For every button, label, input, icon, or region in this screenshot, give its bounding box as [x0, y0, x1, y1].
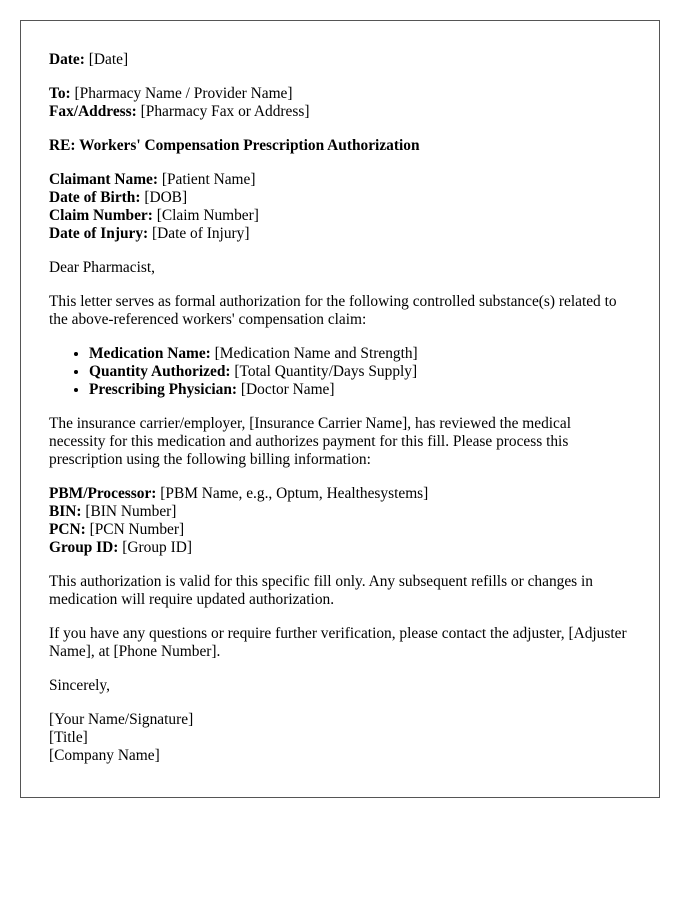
claim-number-value: [Claim Number] [156, 207, 259, 224]
pcn-line [49, 521, 631, 539]
quantity-authorized-label: Quantity Authorized: [89, 363, 231, 380]
prescribing-physician-label: Prescribing Physician: [89, 381, 238, 398]
date-of-birth-label: Date of Birth: [49, 189, 141, 206]
claimant-block [49, 171, 631, 243]
fax-address-label: Fax/Address: [49, 103, 137, 120]
medication-list [49, 345, 631, 399]
to-value: [Pharmacy Name / Provider Name] [74, 85, 293, 102]
signature-block [49, 711, 631, 765]
medication-name-label: Medication Name: [89, 345, 211, 362]
recipient-block [49, 85, 631, 121]
authorization-letter [20, 20, 660, 798]
list-item [89, 363, 631, 381]
date-of-injury-line [49, 225, 631, 243]
subject-text: RE: Workers' Compensation Prescription Authorization [49, 137, 420, 154]
closing: Sincerely, [49, 677, 110, 694]
validity-paragraph: This authorization is valid for this specific fill only. Any subsequent refills or changes in medication will require updated authorization. [49, 573, 593, 608]
pbm-processor-line [49, 485, 631, 503]
list-item [89, 345, 631, 363]
date-of-injury-value: [Date of Injury] [152, 225, 250, 242]
bin-label: BIN: [49, 503, 82, 520]
date-of-birth-line [49, 189, 631, 207]
pbm-processor-label: PBM/Processor: [49, 485, 157, 502]
date-of-birth-value: [DOB] [144, 189, 188, 206]
claimant-name-value: [Patient Name] [161, 171, 256, 188]
signature-title: [Title] [49, 729, 88, 746]
date-line [49, 51, 631, 69]
bin-value: [BIN Number] [85, 503, 177, 520]
billing-block [49, 485, 631, 557]
pcn-value: [PCN Number] [89, 521, 185, 538]
fax-address-line [49, 103, 631, 121]
claimant-name-label: Claimant Name: [49, 171, 158, 188]
group-id-line [49, 539, 631, 557]
quantity-authorized-value: [Total Quantity/Days Supply] [234, 363, 418, 380]
bin-line [49, 503, 631, 521]
group-id-label: Group ID: [49, 539, 119, 556]
to-line [49, 85, 631, 103]
salutation: Dear Pharmacist, [49, 259, 155, 276]
prescribing-physician-value: [Doctor Name] [240, 381, 335, 398]
subject-line [49, 137, 631, 155]
date-of-injury-label: Date of Injury: [49, 225, 149, 242]
claim-number-line [49, 207, 631, 225]
to-label: To: [49, 85, 71, 102]
medication-name-value: [Medication Name and Strength] [214, 345, 418, 362]
date-label: Date: [49, 51, 85, 68]
date-value: [Date] [88, 51, 129, 68]
signature-company: [Company Name] [49, 747, 160, 764]
group-id-value: [Group ID] [122, 539, 192, 556]
pcn-label: PCN: [49, 521, 86, 538]
fax-address-value: [Pharmacy Fax or Address] [140, 103, 310, 120]
list-item [89, 381, 631, 399]
contact-paragraph: If you have any questions or require further verification, please contact the adjuster, [Adjuster Name], at [Phone Number]. [49, 625, 627, 660]
intro-paragraph: This letter serves as formal authorization for the following controlled substance(s) related to the above-referenced workers' compensation claim: [49, 293, 617, 328]
pbm-processor-value: [PBM Name, e.g., Optum, Healthesystems] [160, 485, 429, 502]
claimant-name-line [49, 171, 631, 189]
claim-number-label: Claim Number: [49, 207, 153, 224]
carrier-paragraph: The insurance carrier/employer, [Insurance Carrier Name], has reviewed the medical necessity for this medication and authorizes payment for this fill. Please process this prescription using the following billing information: [49, 415, 571, 468]
signature-name: [Your Name/Signature] [49, 711, 194, 728]
